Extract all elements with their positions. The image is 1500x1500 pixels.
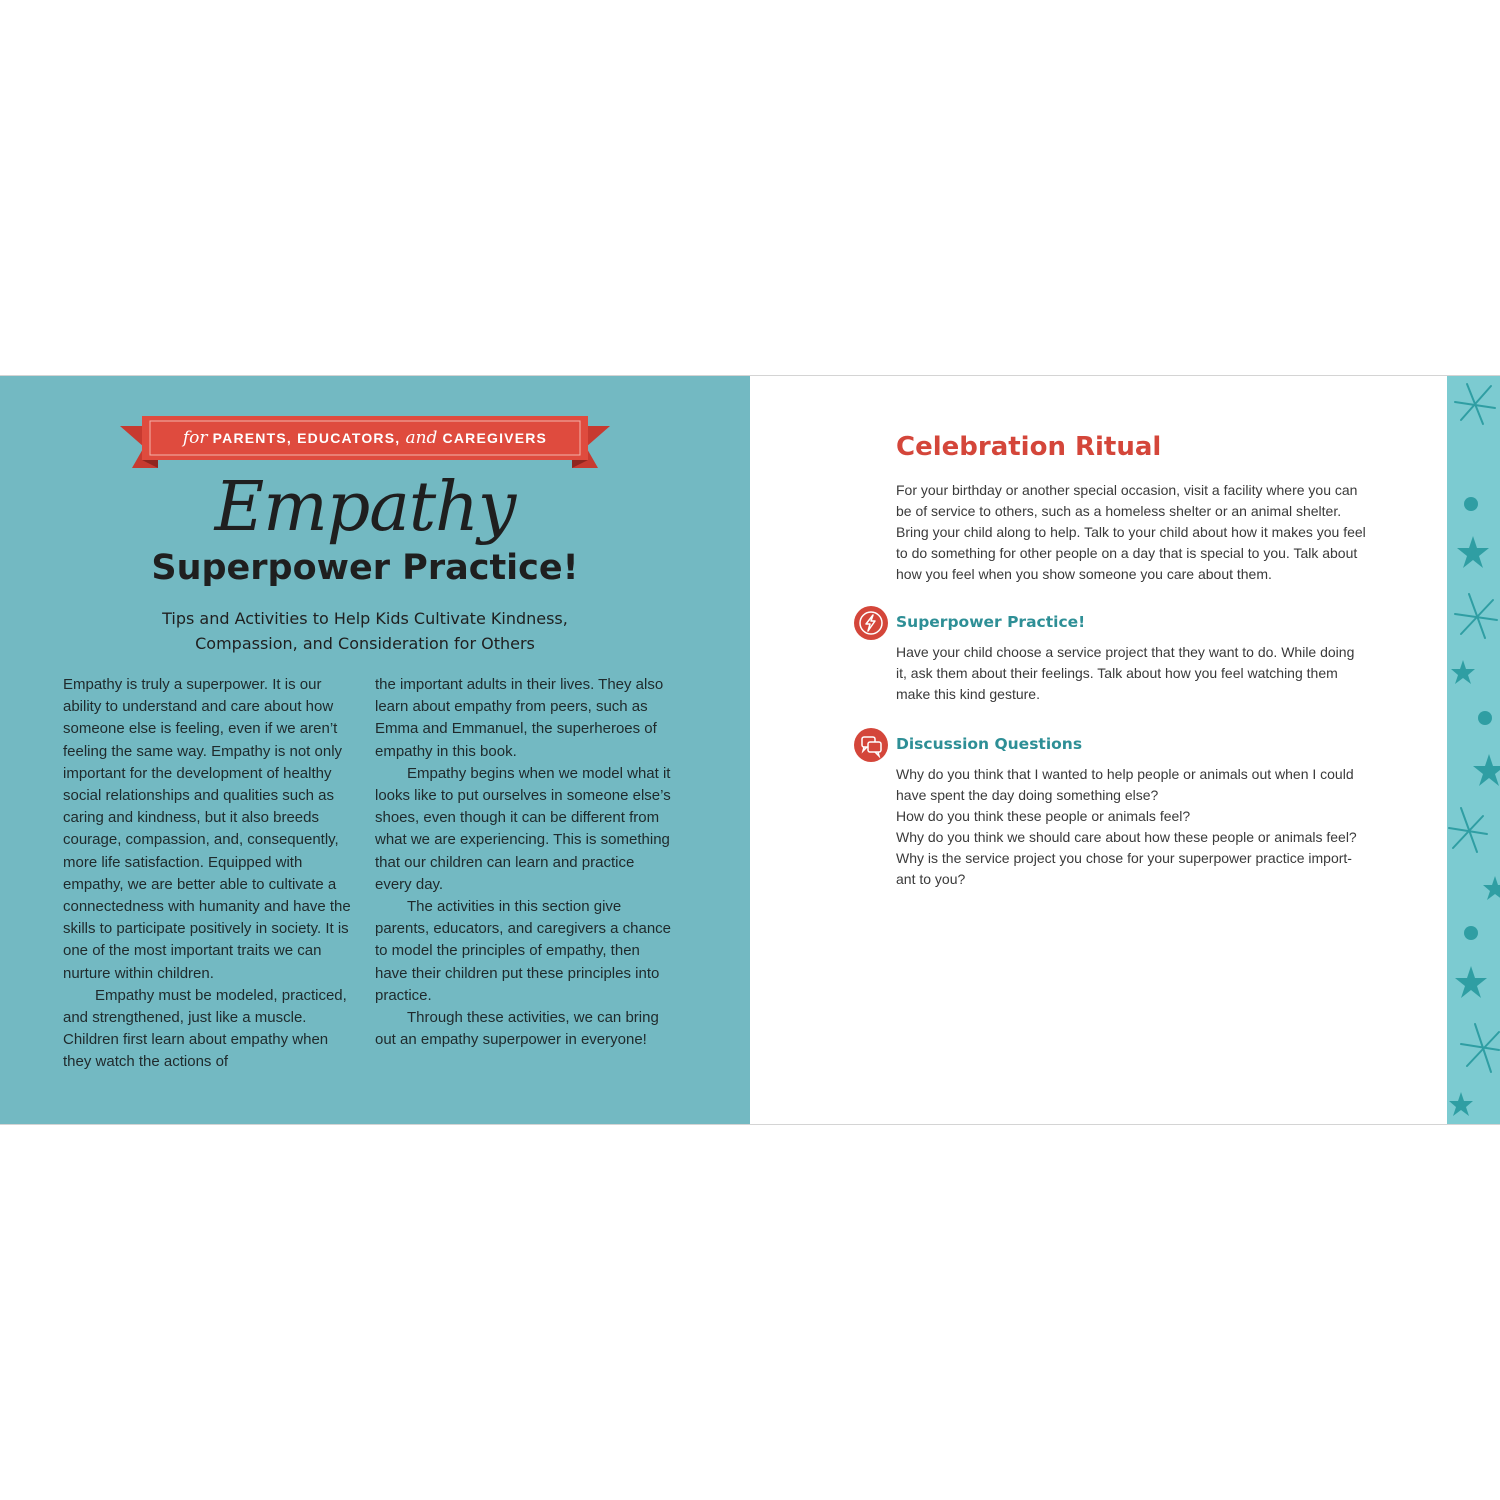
paragraph: Empathy begins when we model what it looks like to put ourselves in someone else’s shoes, even though it can be different from what we are experiencing. This is something that our children can learn and practice every day. xyxy=(375,764,671,893)
starburst-icon xyxy=(1461,1024,1499,1072)
celebration-ritual-heading: Celebration Ritual xyxy=(896,432,1162,462)
banner-text xyxy=(118,428,612,448)
starburst-icon xyxy=(1449,808,1487,852)
lightning-bolt-icon xyxy=(854,606,888,640)
subtitle-line-1: Tips and Activities to Help Kids Cultivate Kindness, xyxy=(162,609,568,628)
paragraph: the important adults in their lives. They also learn about empathy from peers, such as Emma and Emmanuel, the superheroes of empathy in this book. xyxy=(375,676,664,760)
banner-prefix: for xyxy=(182,428,208,448)
question-item: Why do you think that I wanted to help people or animals out when I could have spent the day doing something else? xyxy=(896,766,1354,803)
speech-bubbles-icon xyxy=(854,728,888,762)
paragraph: Empathy is truly a superpower. It is our ability to understand and care about how someone else is feeling, even if we aren’t feeling the same way. Empathy is not only important for the development of healthy social relationships and qualities such as caring and kindness, but it also breeds courage, compassion, and, consequently, more life satisfaction. Equipped with empathy, we are better able to cultivate a connectedness with humanity and have the skills to participate positively in society. It is one of the most important traits we can nurture within children. xyxy=(63,676,351,982)
paragraph: The activities in this section give parents, educators, and caregivers a chance to model the principles of empathy, then have their children put these principles into practice. xyxy=(375,898,672,1004)
script-title: Empathy xyxy=(214,468,516,547)
celebration-text: For your birthday or another special occasion, visit a facility where you can be of service to others, such as a homeless shelter or an animal shelter. Bring your child along to help. Talk to your child about how it makes you feel to do something for other people on a day that is special to you. Talk about how you feel when you show someone you care about them. xyxy=(896,482,1366,582)
right-page xyxy=(750,376,1447,1124)
stars-pattern xyxy=(1447,376,1500,1126)
dot-icon xyxy=(1464,926,1478,940)
star-icon xyxy=(1483,876,1500,900)
left-page xyxy=(0,376,750,1124)
practice-text: Have your child choose a service project that they want to do. While doing it, ask them about their feelings. Talk about how you feel watching them make this kind gesture. xyxy=(896,644,1355,702)
superpower-practice-heading: Superpower Practice! xyxy=(896,613,1086,631)
practice-paragraph xyxy=(896,642,1366,705)
text-column-2 xyxy=(375,674,671,1051)
star-icon xyxy=(1455,966,1487,998)
star-icon xyxy=(1451,660,1475,684)
ribbon-banner xyxy=(118,416,612,476)
questions-list xyxy=(896,764,1366,890)
starburst-icon xyxy=(1455,384,1495,424)
dot-icon xyxy=(1478,711,1492,725)
subtitle-line-2: Compassion, and Consideration for Others xyxy=(195,634,535,653)
dot-icon xyxy=(1464,497,1478,511)
star-icon xyxy=(1449,1092,1473,1116)
decorative-strip xyxy=(1447,376,1500,1124)
banner-mid: and xyxy=(405,428,438,448)
question-item: Why do you think we should care about how these people or animals feel? xyxy=(896,829,1357,845)
text-column-1 xyxy=(63,674,358,1074)
celebration-paragraph xyxy=(896,480,1366,585)
starburst-icon xyxy=(1455,594,1497,638)
banner-part1: PARENTS, EDUCATORS, xyxy=(212,430,401,446)
book-spread xyxy=(0,375,1500,1125)
paragraph: Through these activities, we can bring out an empathy superpower in everyone! xyxy=(375,1009,659,1049)
main-title: Superpower Practice! xyxy=(151,548,579,588)
question-item: How do you think these people or animals feel? xyxy=(896,808,1191,824)
star-icon xyxy=(1473,754,1500,786)
discussion-questions-heading: Discussion Questions xyxy=(896,735,1083,753)
banner-part2: CAREGIVERS xyxy=(442,430,548,446)
question-item: Why is the service project you chose for your superpower practice import-ant to you? xyxy=(896,850,1352,887)
paragraph: Empathy must be modeled, practiced, and strengthened, just like a muscle. Children first learn about empathy when they watch the actions of xyxy=(63,986,347,1071)
subtitle xyxy=(140,606,590,656)
star-icon xyxy=(1457,536,1489,568)
